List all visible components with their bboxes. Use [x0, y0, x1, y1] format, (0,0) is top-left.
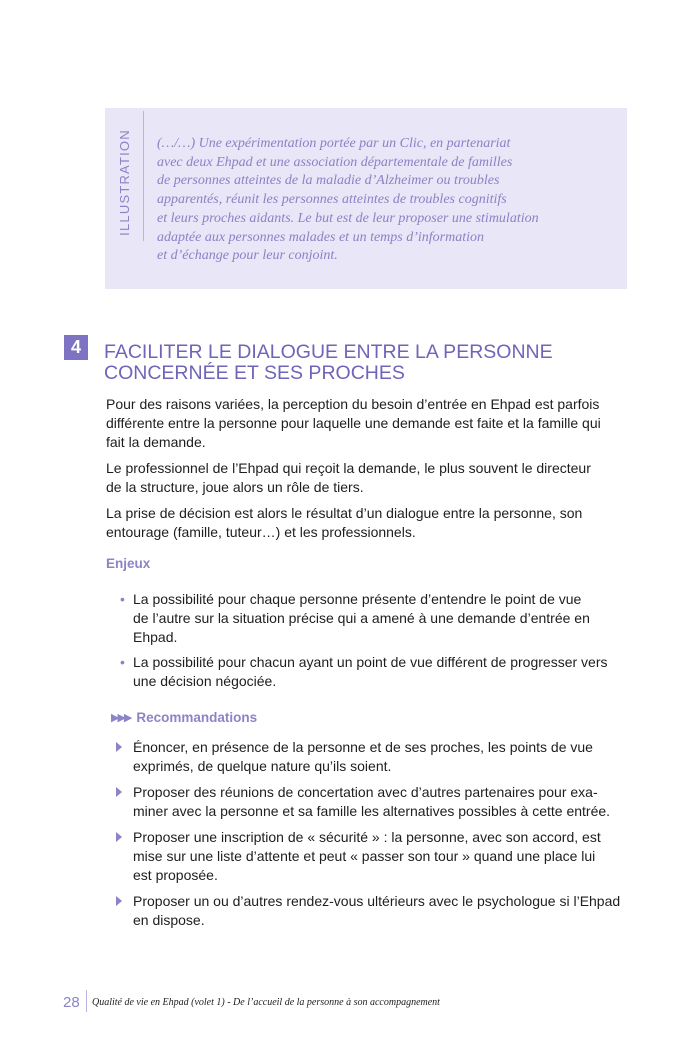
illustration-label: ILLUSTRATION — [116, 129, 132, 236]
bullet-dot-icon: • — [120, 591, 125, 607]
triangle-bullet-icon — [116, 832, 122, 842]
paragraph: La prise de décision est alors le résultat d’un dialogue entre la personne, son entourage (famille, tuteur…) et les professionnels. — [106, 505, 583, 540]
triangle-bullet-icon — [116, 896, 122, 906]
triangle-bullet-icon — [116, 787, 122, 797]
illustration-line: de personnes atteintes de la maladie d’Alzheimer ou troubles — [157, 173, 500, 189]
illustration-line: avec deux Ehpad et une association départementale de familles — [157, 154, 513, 170]
section-title: FACILITER LE DIALOGUE ENTRE LA PERSONNE CONCERNÉE ET SES PROCHES — [104, 341, 553, 384]
paragraph: Le professionnel de l’Ehpad qui reçoit la demande, le plus souvent le directeur de la structure, joue alors un rôle de tiers. — [106, 460, 591, 495]
footer-divider — [86, 990, 87, 1012]
illustration-text — [157, 135, 607, 266]
illustration-line: et leurs proches aidants. Le but est de leur proposer une stimulation — [157, 210, 539, 226]
illustration-line: et d’échange pour leur conjoint. — [157, 248, 338, 264]
illustration-line: apparentés, réunit les personnes atteintes de troubles cognitifs — [157, 192, 507, 208]
recommandations-heading: ▶▶▶ Recommandations — [111, 709, 258, 725]
footer-title: Qualité de vie en Ehpad (volet 1) - De l’accueil de la personne à son accompagnement — [92, 997, 440, 1008]
enjeux-heading: Enjeux — [106, 556, 151, 571]
illustration-line: adaptée aux personnes malades et un temps d’information — [157, 229, 485, 245]
section-number-badge: 4 — [64, 335, 88, 360]
bullet-dot-icon: • — [120, 654, 125, 670]
triangle-bullet-icon — [116, 742, 122, 752]
illustration-line: (…/…) Une expérimentation portée par un Clic, en partenariat — [157, 136, 511, 151]
paragraph: Pour des raisons variées, la perception du besoin d’entrée en Ehpad est parfois différente entre la personne pour laquelle une demande est faite et la famille qui fait la demande. — [106, 396, 601, 450]
illustration-divider — [143, 111, 144, 241]
page-number: 28 — [63, 994, 80, 1011]
triple-arrow-icon: ▶▶▶ — [111, 711, 131, 724]
